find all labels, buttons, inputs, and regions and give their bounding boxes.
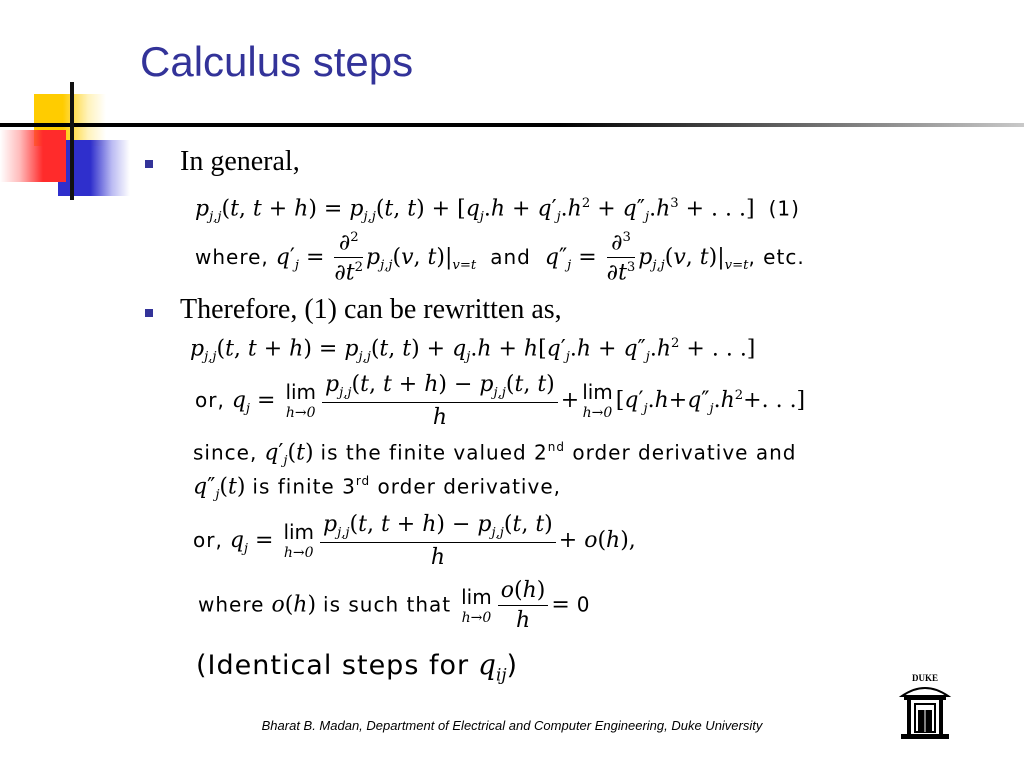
footer-credit: Bharat B. Madan, Department of Electrical and Computer Engineering, Duke University (261, 718, 763, 733)
equation-number: (1) (768, 196, 800, 221)
word-where-2: where (198, 592, 265, 617)
logo-text: DUKE (911, 673, 939, 683)
limit-operator-1: lim h→0 (285, 380, 317, 422)
since-sup-nd: nd (547, 440, 566, 454)
equation-limit-1: or, $q_j = \lim$ h→0 $\frac{p_{j,j}(t, t + h) - p_{j,j}(t, t)}{h}$ + lim h→0 [$q'_j.h+q''_j.h^2+$. . .] (195, 372, 806, 431)
bullet-text-therefore: Therefore, (1) can be rewritten as, (180, 294, 562, 325)
difference-quotient-1: $\frac{p_{j,j}(t, t + h) - p_{j,j}(t, t)}{h}$ (322, 372, 558, 430)
deco-blue-square (58, 140, 130, 196)
equation-limit-2: or, $q_j = \lim$ h→0 $\frac{p_{j,j}(t, t + h) - p_{j,j}(t, t)}{h}$ + o(h), (193, 512, 636, 571)
since-text-1: is the finite valued 2 (320, 440, 548, 465)
bullet-marker-1 (145, 160, 153, 168)
limit-operator-2: lim h→0 (582, 380, 613, 422)
derivative-definitions: where, $q'_j$ = $\frac{\partial^2}{\partial t^2}$ $p_{j,j}(v$, $t)|_{v=t}$ and $q''_j$ = $\frac{\partial^3}{\partial t^3}$ $p_{j,j}(v$, $t)|_{v=t}$, etc. (195, 230, 805, 286)
slide-title: Calculus steps (140, 38, 414, 85)
duke-chapel-icon (898, 672, 952, 740)
word-and: and (490, 244, 531, 269)
identical-steps-note: (Identical steps for $q_{ij}$) (196, 648, 519, 685)
deco-vertical-line (70, 82, 74, 200)
such-that-text: is such that (323, 592, 452, 617)
difference-quotient-2: $\frac{p_{j,j}(t, t + h) - p_{j,j}(t, t)}{h}$ (320, 512, 556, 570)
limit-operator-3: lim h→0 (283, 520, 315, 562)
since-text-2b: order derivative, (370, 474, 561, 499)
word-etc: , etc. (748, 244, 805, 269)
duke-chapel-logo (898, 672, 952, 740)
equation-rewritten: $p_{j,j}(t$, $t + h) = p_{j,j}(t$, $t) + q_j.h + h[q'_j.h + q''_j.h^2$ + . . .] (190, 336, 756, 365)
bullet-marker-2 (145, 309, 153, 317)
since-line-2: $q''_j(t)$ is finite 3rd order derivative, (193, 474, 561, 503)
word-or-2: or, (193, 528, 223, 553)
since-line-1: since, $q'_j(t)$ is the finite valued 2nd order derivative and (193, 440, 797, 469)
since-text-1b: order derivative and (565, 440, 797, 465)
limit-operator-4: lim h→0 (461, 584, 492, 626)
bullet-text-in-general: In general, (180, 146, 300, 177)
second-partial-fraction: $\frac{\partial^2}{\partial t^2}$ (334, 230, 364, 286)
deco-red-square (0, 130, 66, 182)
word-or-1: or, (195, 388, 225, 413)
equation-1: $p_{j,j}(t$, $t + h) = p_{j,j}(t$, $t) + [q_j.h + q'_j.h^2 + q''_j.h^3$ + . . .] (1) (195, 196, 800, 225)
little-o-fraction: $\frac{o(h)}{h}$ (498, 578, 549, 633)
word-where: where, (195, 244, 269, 269)
since-sup-rd: rd (355, 474, 371, 488)
third-partial-fraction: $\frac{\partial^3}{\partial t^3}$ (606, 230, 636, 286)
since-text-2: is finite 3 (252, 474, 356, 499)
identical-close: ) (506, 650, 519, 681)
title-rule (0, 123, 1024, 127)
identical-text: (Identical steps for (196, 650, 470, 681)
word-since: since, (193, 440, 258, 465)
little-o-definition: where o(h) is such that lim h→0 $\frac{o(h)}{h}$ = 0 (198, 578, 591, 633)
